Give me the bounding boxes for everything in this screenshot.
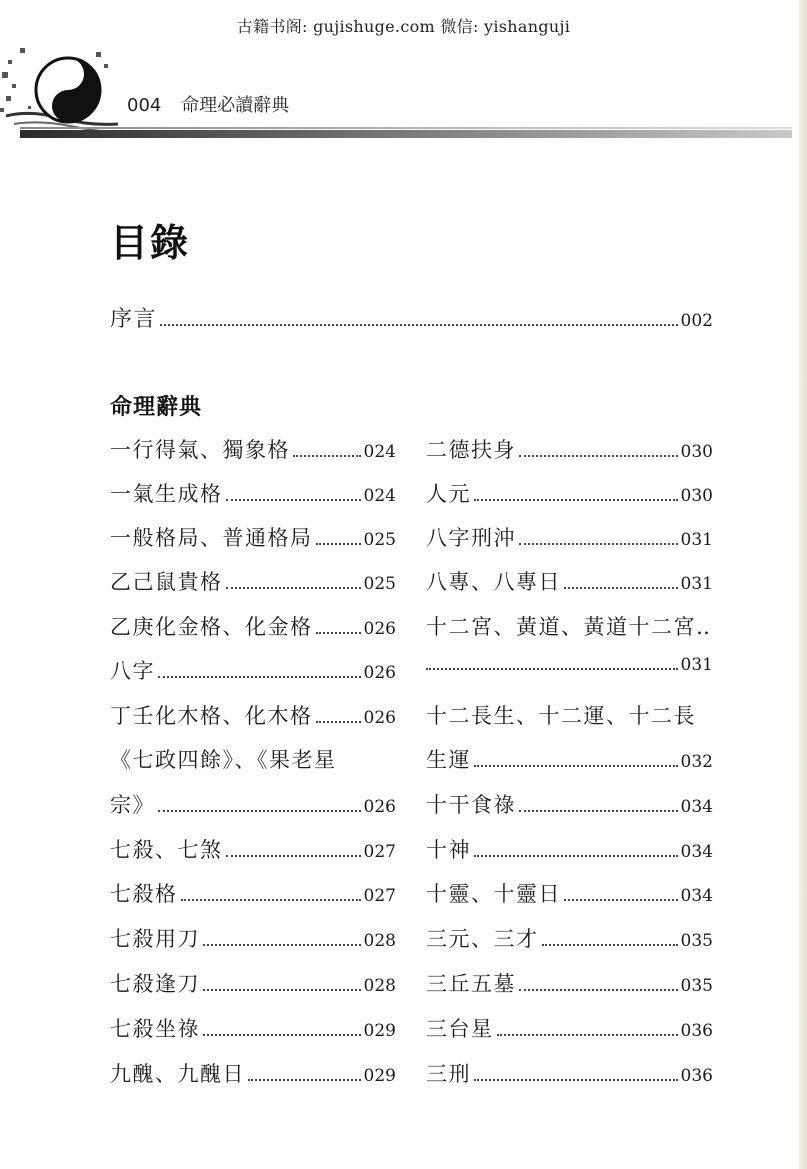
dot-leader: [226, 499, 361, 501]
toc-entry[interactable]: [110, 878, 396, 912]
dot-leader: [248, 1079, 361, 1081]
dot-leader: [519, 455, 678, 457]
toc-entry-label: 十靈、十靈日: [426, 882, 561, 906]
toc-entry-label: 二德扶身: [426, 438, 516, 462]
toc-entry-preface[interactable]: [110, 302, 713, 336]
toc-entry-page: 031: [680, 655, 713, 675]
dot-leader: [474, 499, 678, 501]
toc-entry-label: 七殺坐祿: [110, 1017, 200, 1041]
page-edge: [799, 0, 807, 1169]
toc-entry-label: 九醜、九醜日: [110, 1062, 245, 1086]
toc-entry-label: 七殺格: [110, 882, 178, 906]
toc-entry-page: 034: [680, 886, 713, 906]
toc-entry[interactable]: [426, 1058, 713, 1092]
running-header: [127, 91, 289, 117]
toc-entry-page: 002: [680, 311, 713, 331]
toc-entry-page: 029: [363, 1021, 396, 1041]
toc-entry-page: 027: [363, 842, 396, 862]
toc-entry-label: 三台星: [426, 1017, 494, 1041]
toc-entry-page: 031: [680, 530, 713, 550]
toc-entry-label: 三丘五墓: [426, 972, 516, 996]
toc-entry-label: 生運: [426, 748, 471, 772]
toc-entry[interactable]: [110, 611, 396, 645]
toc-entry[interactable]: [110, 834, 396, 868]
toc-entry-page: 026: [363, 663, 396, 683]
dot-leader: [519, 989, 678, 991]
dot-leader: [497, 1034, 678, 1036]
dot-leader: [519, 543, 678, 545]
dot-leader: [564, 899, 678, 901]
dot-leader: [519, 810, 678, 812]
toc-entry-label-line1: 《七政四餘》、《果老星: [110, 748, 337, 772]
toc-entry-page: 027: [363, 886, 396, 906]
toc-entry-label: 宗》: [110, 793, 155, 817]
toc-entry-label: 七殺逢刀: [110, 972, 200, 996]
dot-leader: [474, 765, 678, 767]
toc-entry-label: 一氣生成格: [110, 482, 223, 506]
dot-leader: [158, 676, 361, 678]
toc-entry-page: 035: [680, 931, 713, 951]
toc-entry-label: 十干食祿: [426, 793, 516, 817]
toc-entry[interactable]: [426, 434, 713, 468]
watermark-text: 古籍书阁: gujishuge.com 微信: yishanguji: [236, 17, 571, 36]
toc-entry-label: 三刑: [426, 1062, 471, 1086]
toc-entry[interactable]: [110, 522, 396, 556]
yin-yang-logo-icon: [0, 44, 120, 140]
toc-entry[interactable]: [426, 655, 713, 689]
toc-entry-page: 032: [680, 752, 713, 772]
toc-title: 目錄: [110, 221, 191, 265]
dot-leader: [316, 543, 361, 545]
toc-entry[interactable]: [110, 968, 396, 1002]
toc-entry-page: 024: [363, 442, 396, 462]
toc-entry-label: 八字刑沖: [426, 526, 516, 550]
toc-entry[interactable]: [110, 1013, 396, 1047]
header-page-number: 004: [127, 95, 162, 116]
toc-entry-page: 026: [363, 708, 396, 728]
dot-leader: [203, 944, 361, 946]
toc-entry[interactable]: [426, 566, 713, 600]
toc-entry[interactable]: [426, 834, 713, 868]
dot-leader: [426, 668, 678, 670]
header-rule: [20, 130, 792, 138]
toc-entry-page: 034: [680, 797, 713, 817]
dot-leader: [181, 899, 361, 901]
toc-entry-label-line1: 十二宮、黃道、黃道十二宮‥: [426, 615, 712, 639]
dot-leader: [542, 944, 678, 946]
toc-entry[interactable]: [110, 789, 396, 823]
toc-entry-label: 乙庚化金格、化金格: [110, 615, 313, 639]
header-rule-top: [20, 127, 792, 129]
toc-entry-page: 030: [680, 486, 713, 506]
toc-entry[interactable]: [426, 968, 713, 1002]
toc-entry-page: 026: [363, 797, 396, 817]
toc-entry[interactable]: [110, 566, 396, 600]
toc-entry[interactable]: [426, 744, 713, 778]
toc-entry[interactable]: [110, 434, 396, 468]
header-book-title: 命理必讀辭典: [181, 95, 290, 116]
toc-entry-page: 024: [363, 486, 396, 506]
toc-entry-page: 035: [680, 976, 713, 996]
toc-entry-page: 031: [680, 574, 713, 594]
toc-entry-label: 八字: [110, 659, 155, 683]
toc-entry[interactable]: [426, 478, 713, 512]
dot-leader: [226, 855, 361, 857]
dot-leader: [316, 721, 361, 723]
toc-entry-page: 029: [363, 1066, 396, 1086]
dot-leader: [564, 587, 678, 589]
toc-entry-label: 丁壬化木格、化木格: [110, 704, 313, 728]
toc-entry-page: 030: [680, 442, 713, 462]
dot-leader: [293, 455, 361, 457]
toc-entry-label: 七殺用刀: [110, 927, 200, 951]
toc-entry-label: 一般格局、普通格局: [110, 526, 313, 550]
dot-leader: [226, 587, 361, 589]
toc-entry-label: 七殺、七煞: [110, 838, 223, 862]
toc-entry[interactable]: [110, 923, 396, 957]
toc-entry[interactable]: [110, 655, 396, 689]
toc-entry-label: 三元、三才: [426, 927, 539, 951]
toc-entry-label: 十神: [426, 838, 471, 862]
dot-leader: [316, 632, 361, 634]
toc-entry-label: 序言: [110, 307, 158, 332]
toc-entry-page: 036: [680, 1066, 713, 1086]
toc-entry-page: 025: [363, 574, 396, 594]
dot-leader: [158, 810, 361, 812]
toc-entry-label-line1: 十二長生、十二運、十二長: [426, 704, 696, 728]
dot-leader: [474, 1079, 678, 1081]
toc-entry[interactable]: [110, 478, 396, 512]
toc-entry[interactable]: [110, 700, 396, 734]
dot-leader: [160, 324, 678, 326]
toc-entry-page: 034: [680, 842, 713, 862]
toc-entry[interactable]: [110, 1058, 396, 1092]
dot-leader: [203, 989, 361, 991]
toc-entry-label: 人元: [426, 482, 471, 506]
toc-entry-page: 028: [363, 931, 396, 951]
dot-leader: [474, 855, 678, 857]
section-heading: 命理辭典: [110, 395, 203, 420]
toc-entry[interactable]: [426, 789, 713, 823]
toc-entry[interactable]: [426, 1013, 713, 1047]
toc-entry-page: 028: [363, 976, 396, 996]
toc-entry-page: 026: [363, 619, 396, 639]
toc-entry[interactable]: [426, 878, 713, 912]
toc-entry[interactable]: [426, 923, 713, 957]
toc-entry-page: 036: [680, 1021, 713, 1041]
dot-leader: [203, 1034, 361, 1036]
toc-entry-page: 025: [363, 530, 396, 550]
toc-entry-label: 一行得氣、獨象格: [110, 438, 290, 462]
toc-entry-label: 乙己鼠貴格: [110, 570, 223, 594]
toc-entry[interactable]: [426, 522, 713, 556]
toc-entry-label: 八專、八專日: [426, 570, 561, 594]
